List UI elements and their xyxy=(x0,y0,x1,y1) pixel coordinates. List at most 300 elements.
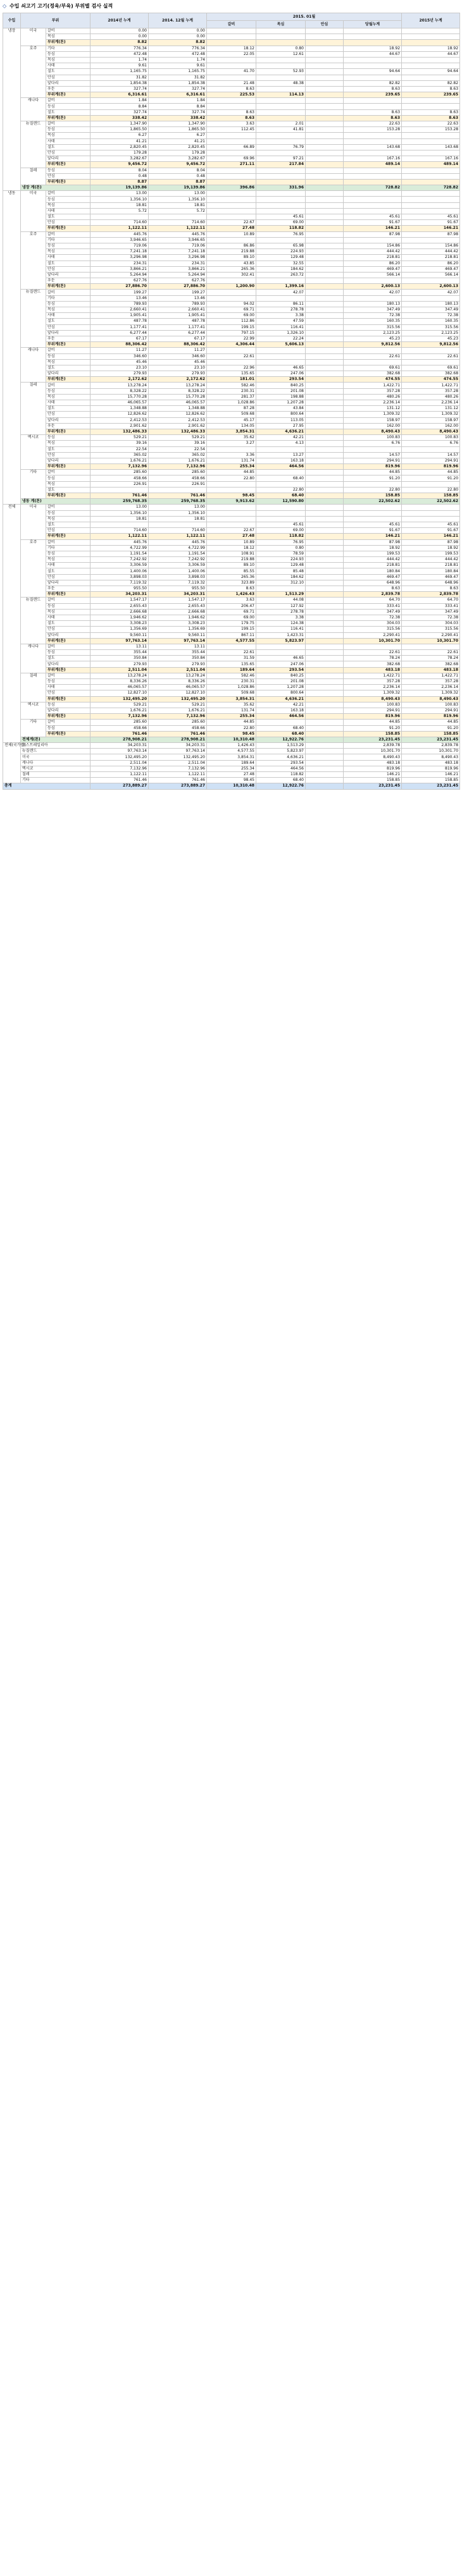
value-cell: 13.46 xyxy=(149,295,207,301)
value-cell xyxy=(306,783,344,789)
value-cell xyxy=(256,40,306,46)
value-cell: 819.96 xyxy=(344,766,402,771)
value-cell xyxy=(306,743,344,749)
value-cell: 0.80 xyxy=(256,46,306,51)
part-cell: 부위계(톤) xyxy=(46,731,91,737)
value-cell: 3,866.21 xyxy=(149,266,207,272)
value-cell: 22.05 xyxy=(207,51,256,57)
value-cell: 134.05 xyxy=(207,423,256,429)
value-cell: 2,412.53 xyxy=(149,417,207,423)
part-cell: 등심 xyxy=(46,435,91,441)
value-cell xyxy=(306,388,344,394)
value-cell: 8.63 xyxy=(207,109,256,115)
value-cell: 382.68 xyxy=(344,371,402,377)
value-cell: 23,231.45 xyxy=(344,737,402,742)
value-cell: 82.82 xyxy=(402,80,460,86)
value-cell: 278.78 xyxy=(256,609,306,615)
value-cell: 18.92 xyxy=(344,545,402,551)
value-cell: 23,231.45 xyxy=(402,737,460,742)
value-cell: 31.82 xyxy=(149,75,207,80)
part-cell: 부위계(톤) xyxy=(46,92,91,98)
value-cell: 12,922.76 xyxy=(256,783,306,789)
part-cell: 등심 xyxy=(46,104,91,109)
value-cell: 6.27 xyxy=(91,133,149,138)
value-cell xyxy=(402,197,460,202)
value-cell xyxy=(344,57,402,63)
value-cell xyxy=(402,133,460,138)
value-cell: 3,854.31 xyxy=(207,429,256,434)
value-cell: 273,889.27 xyxy=(91,783,149,789)
value-cell: 1,854.38 xyxy=(91,80,149,86)
value-cell: 6,277.44 xyxy=(91,330,149,336)
group-total-row xyxy=(3,185,460,191)
value-cell: 1,309.32 xyxy=(402,412,460,417)
value-cell: 68.40 xyxy=(256,475,306,481)
value-cell: 91.67 xyxy=(402,220,460,226)
value-cell: 8.63 xyxy=(207,86,256,92)
value-cell: 2,236.14 xyxy=(344,685,402,690)
value-cell: 68.40 xyxy=(256,493,306,499)
value-cell: 3,946.65 xyxy=(149,237,207,243)
value-cell: 293.54 xyxy=(256,377,306,383)
value-cell xyxy=(306,324,344,330)
value-cell: 279.93 xyxy=(149,371,207,377)
value-cell: 1,400.06 xyxy=(91,568,149,574)
value-cell: 365.02 xyxy=(149,452,207,458)
table-row xyxy=(3,133,460,138)
value-cell xyxy=(207,446,256,452)
value-cell xyxy=(207,150,256,156)
part-cell: 갈비 xyxy=(46,470,91,475)
value-cell: 3,282.67 xyxy=(91,156,149,162)
value-cell: 445.76 xyxy=(149,539,207,545)
value-cell xyxy=(306,406,344,412)
header-sub-month-total: 당월누계 xyxy=(344,21,402,28)
value-cell: 19,139.86 xyxy=(91,185,149,191)
value-cell xyxy=(344,278,402,284)
value-cell: 13.11 xyxy=(91,644,149,649)
value-cell: 97,763.14 xyxy=(91,638,149,644)
value-cell: 3,306.59 xyxy=(149,563,207,568)
value-cell: 294.91 xyxy=(344,458,402,463)
part-cell: 목심 xyxy=(46,516,91,522)
value-cell: 3.36 xyxy=(207,452,256,458)
value-cell xyxy=(402,278,460,284)
table-row xyxy=(3,679,460,685)
value-cell: 955.50 xyxy=(91,586,149,592)
value-cell xyxy=(256,168,306,173)
value-cell: 22.67 xyxy=(207,528,256,534)
value-cell xyxy=(256,348,306,353)
value-cell: 355.44 xyxy=(91,650,149,656)
value-cell: 201.08 xyxy=(256,679,306,685)
part-cell: 부위계(톤) xyxy=(46,534,91,539)
value-cell xyxy=(402,57,460,63)
table-row xyxy=(3,214,460,220)
part-cell: 안심 xyxy=(46,150,91,156)
value-cell: 89.10 xyxy=(207,563,256,568)
value-cell: 45.61 xyxy=(402,214,460,220)
table-row xyxy=(3,144,460,150)
part-cell: 목심 xyxy=(46,359,91,365)
part-cell: 부위계(톤) xyxy=(46,40,91,46)
value-cell xyxy=(306,377,344,383)
value-cell: 2,901.62 xyxy=(149,423,207,429)
table-row xyxy=(3,127,460,133)
value-cell xyxy=(344,34,402,40)
part-cell: 앞다리 xyxy=(46,272,91,278)
summary-row xyxy=(3,760,460,766)
value-cell: 22.61 xyxy=(402,353,460,359)
value-cell xyxy=(344,505,402,510)
part-cell: 부위계(톤) xyxy=(46,667,91,673)
value-cell: 184.62 xyxy=(256,266,306,272)
region-cell: 전체 xyxy=(3,505,21,743)
table-row xyxy=(3,80,460,86)
value-cell: 247.06 xyxy=(256,371,306,377)
value-cell xyxy=(402,138,460,144)
part-cell: 목심 xyxy=(46,307,91,313)
part-cell: 우둔 xyxy=(46,86,91,92)
value-cell: 41.21 xyxy=(149,138,207,144)
value-cell: 346.60 xyxy=(91,353,149,359)
value-cell: 7,241.18 xyxy=(149,249,207,255)
value-cell: 162.00 xyxy=(344,423,402,429)
value-cell: 840.25 xyxy=(256,673,306,678)
value-cell xyxy=(306,290,344,295)
value-cell: 357.28 xyxy=(344,679,402,685)
value-cell: 2,511.04 xyxy=(149,667,207,673)
value-cell: 357.28 xyxy=(402,388,460,394)
value-cell xyxy=(306,574,344,580)
value-cell: 27.95 xyxy=(256,423,306,429)
value-cell: 12,827.10 xyxy=(149,690,207,696)
value-cell: 2,123.25 xyxy=(344,330,402,336)
value-cell: 7,132.96 xyxy=(149,464,207,470)
value-cell: 163.18 xyxy=(256,458,306,463)
table-row xyxy=(3,150,460,156)
table-row xyxy=(3,324,460,330)
origin-cell: 캐나다 xyxy=(21,98,46,121)
part-cell: 목심 xyxy=(46,202,91,208)
value-cell: 2,511.04 xyxy=(91,667,149,673)
value-cell xyxy=(306,57,344,63)
value-cell: 15,770.28 xyxy=(149,394,207,400)
value-cell: 18.12 xyxy=(207,545,256,551)
value-cell xyxy=(306,429,344,434)
part-cell: 등심 xyxy=(46,650,91,656)
part-cell: 사태 xyxy=(46,255,91,261)
value-cell: 382.68 xyxy=(402,371,460,377)
part-cell: 기타 xyxy=(46,237,91,243)
value-cell: 4,577.55 xyxy=(207,749,256,754)
value-cell xyxy=(306,98,344,104)
value-cell: 483.18 xyxy=(402,760,460,766)
value-cell: 627.76 xyxy=(91,278,149,284)
value-cell: 226.91 xyxy=(91,481,149,487)
value-cell: 52.93 xyxy=(256,69,306,75)
origin-cell: 칠레 xyxy=(21,383,46,435)
table-row xyxy=(3,609,460,615)
subtotal-row xyxy=(3,429,460,434)
value-cell: 1,347.90 xyxy=(91,121,149,127)
part-cell: 갈비 xyxy=(46,121,91,127)
group-total-row xyxy=(3,499,460,505)
value-cell xyxy=(256,191,306,197)
part-cell: 부위계(톤) xyxy=(46,284,91,290)
value-cell xyxy=(306,592,344,598)
value-cell xyxy=(306,255,344,261)
value-cell xyxy=(256,115,306,121)
value-cell: 728.82 xyxy=(344,185,402,191)
value-cell: 355.44 xyxy=(149,650,207,656)
part-cell: 등심 xyxy=(46,475,91,481)
value-cell xyxy=(402,505,460,510)
value-cell: 158.85 xyxy=(344,493,402,499)
value-cell: 45.61 xyxy=(344,214,402,220)
value-cell: 199.27 xyxy=(149,290,207,295)
value-cell: 3,308.23 xyxy=(91,621,149,627)
summary-label: 전체(국가별) xyxy=(3,743,21,783)
table-row xyxy=(3,394,460,400)
value-cell: 2,839.78 xyxy=(344,743,402,749)
value-cell: 68.40 xyxy=(256,725,306,731)
value-cell xyxy=(207,516,256,522)
table-row xyxy=(3,220,460,226)
value-cell xyxy=(306,40,344,46)
value-cell: 184.62 xyxy=(256,574,306,580)
value-cell xyxy=(306,46,344,51)
value-cell: 5.72 xyxy=(149,208,207,214)
part-cell: 안심 xyxy=(46,324,91,330)
value-cell: 85.55 xyxy=(207,568,256,574)
part-cell: 설도 xyxy=(46,319,91,324)
value-cell: 2,600.13 xyxy=(402,284,460,290)
part-cell: 사태 xyxy=(46,563,91,568)
origin-cell: 뉴질랜드 xyxy=(21,290,46,348)
part-cell: 갈비 xyxy=(46,28,91,34)
value-cell: 180.13 xyxy=(402,301,460,307)
value-cell: 347.49 xyxy=(344,307,402,313)
origin-cell: 캐나다 xyxy=(21,348,46,383)
value-cell: 819.96 xyxy=(402,464,460,470)
value-cell: 1,676.21 xyxy=(91,708,149,713)
value-cell: 97.21 xyxy=(256,156,306,162)
table-row xyxy=(3,121,460,127)
value-cell: 131.12 xyxy=(344,406,402,412)
table-row xyxy=(3,261,460,266)
part-cell: 앞다리 xyxy=(46,458,91,463)
value-cell xyxy=(256,28,306,34)
value-cell xyxy=(306,627,344,632)
value-cell: 1,356.10 xyxy=(91,510,149,516)
value-cell: 10,301.70 xyxy=(402,638,460,644)
value-cell: 2,172.62 xyxy=(149,377,207,383)
value-cell: 1,191.54 xyxy=(91,551,149,556)
table-row xyxy=(3,249,460,255)
value-cell: 224.93 xyxy=(256,249,306,255)
value-cell xyxy=(344,168,402,173)
value-cell: 819.96 xyxy=(402,766,460,771)
value-cell: 153.28 xyxy=(344,127,402,133)
part-cell: 안심 xyxy=(46,75,91,80)
table-row xyxy=(3,458,460,463)
value-cell: 97,763.14 xyxy=(149,638,207,644)
value-cell: 8.63 xyxy=(402,115,460,121)
value-cell: 181.01 xyxy=(207,377,256,383)
subtotal-row xyxy=(3,638,460,644)
value-cell: 1,177.41 xyxy=(91,324,149,330)
value-cell xyxy=(207,40,256,46)
country-cell: 멕시코 xyxy=(21,766,91,771)
value-cell: 1,347.90 xyxy=(149,121,207,127)
value-cell: 13.00 xyxy=(91,505,149,510)
value-cell: 1,422.71 xyxy=(344,383,402,388)
value-cell: 327.74 xyxy=(149,109,207,115)
summary-row xyxy=(3,778,460,783)
value-cell: 840.25 xyxy=(256,383,306,388)
value-cell: 87.98 xyxy=(344,539,402,545)
value-cell xyxy=(207,197,256,202)
part-cell: 안심 xyxy=(46,528,91,534)
value-cell: 2,236.14 xyxy=(344,400,402,406)
value-cell: 1,200.90 xyxy=(207,284,256,290)
table-row xyxy=(3,475,460,481)
table-row xyxy=(3,656,460,661)
value-cell: 2,511.04 xyxy=(149,760,207,766)
value-cell: 226.91 xyxy=(149,481,207,487)
value-cell xyxy=(207,98,256,104)
value-cell xyxy=(306,545,344,551)
value-cell xyxy=(306,661,344,667)
part-cell: 갈비 xyxy=(46,644,91,649)
subtotal-row xyxy=(3,115,460,121)
value-cell: 94.64 xyxy=(402,69,460,75)
value-cell: 3,854.31 xyxy=(207,754,256,760)
table-row xyxy=(3,673,460,678)
value-cell xyxy=(306,336,344,341)
value-cell xyxy=(306,220,344,226)
value-cell: 445.76 xyxy=(149,231,207,237)
value-cell: 86.20 xyxy=(402,261,460,266)
part-cell: 우둔 xyxy=(46,278,91,284)
page-title-text: 수입 쇠고기 고기(정육/부육) 부위별 검사 실적 xyxy=(9,3,113,9)
value-cell: 4,577.55 xyxy=(207,638,256,644)
value-cell xyxy=(207,522,256,527)
value-cell xyxy=(306,778,344,783)
value-cell: 218.81 xyxy=(344,563,402,568)
value-cell: 100.83 xyxy=(344,702,402,708)
value-cell: 2,123.25 xyxy=(402,330,460,336)
value-cell: 1,676.21 xyxy=(149,708,207,713)
summary-row xyxy=(3,754,460,760)
value-cell: 728.82 xyxy=(402,185,460,191)
value-cell: 45.61 xyxy=(256,522,306,527)
value-cell: 8,490.43 xyxy=(344,696,402,702)
value-cell: 2,236.14 xyxy=(402,685,460,690)
value-cell: 42.07 xyxy=(256,290,306,295)
value-cell xyxy=(306,197,344,202)
value-cell: 255.34 xyxy=(207,766,256,771)
value-cell xyxy=(306,510,344,516)
table-row xyxy=(3,412,460,417)
value-cell xyxy=(306,685,344,690)
part-cell: 사태 xyxy=(46,615,91,620)
value-cell: 22.54 xyxy=(91,446,149,452)
table-row xyxy=(3,383,460,388)
value-cell xyxy=(256,57,306,63)
value-cell: 281.37 xyxy=(207,394,256,400)
subtotal-row xyxy=(3,377,460,383)
value-cell xyxy=(402,208,460,214)
value-cell xyxy=(306,115,344,121)
value-cell xyxy=(306,598,344,603)
part-cell: 등심 xyxy=(46,353,91,359)
value-cell: 1,422.71 xyxy=(402,673,460,678)
part-cell: 부위계(톤) xyxy=(46,638,91,644)
value-cell xyxy=(207,168,256,173)
value-cell: 1,422.71 xyxy=(344,673,402,678)
value-cell: 35.62 xyxy=(207,435,256,441)
value-cell: 487.78 xyxy=(149,319,207,324)
value-cell: 458.66 xyxy=(149,725,207,731)
value-cell: 41.21 xyxy=(91,138,149,144)
value-cell xyxy=(306,731,344,737)
value-cell xyxy=(306,754,344,760)
value-cell xyxy=(256,481,306,487)
value-cell: 22.54 xyxy=(149,446,207,452)
value-cell: 91.20 xyxy=(402,725,460,731)
table-row xyxy=(3,557,460,563)
value-cell: 217.84 xyxy=(256,162,306,168)
value-cell: 1,122.11 xyxy=(149,534,207,539)
value-cell: 12,590.80 xyxy=(256,499,306,505)
value-cell: 2,839.78 xyxy=(344,592,402,598)
value-cell xyxy=(344,173,402,179)
value-cell: 64.70 xyxy=(402,598,460,603)
value-cell: 0.48 xyxy=(149,173,207,179)
value-cell xyxy=(402,202,460,208)
value-cell: 22,502.62 xyxy=(402,499,460,505)
value-cell xyxy=(306,638,344,644)
value-cell xyxy=(306,458,344,463)
table-row xyxy=(3,57,460,63)
part-cell: 설도 xyxy=(46,69,91,75)
value-cell xyxy=(207,487,256,493)
value-cell: 7,242.92 xyxy=(149,557,207,563)
table-row xyxy=(3,266,460,272)
part-cell: 목심 xyxy=(46,557,91,563)
value-cell xyxy=(306,632,344,638)
part-cell: 설도 xyxy=(46,144,91,150)
value-cell: 27,886.70 xyxy=(91,284,149,290)
value-cell xyxy=(207,133,256,138)
table-row xyxy=(3,516,460,522)
value-cell xyxy=(344,28,402,34)
value-cell: 34,203.31 xyxy=(91,592,149,598)
value-cell xyxy=(306,75,344,80)
value-cell: 1,946.62 xyxy=(91,615,149,620)
value-cell: 365.02 xyxy=(91,452,149,458)
value-cell: 714.60 xyxy=(149,528,207,534)
value-cell xyxy=(207,75,256,80)
value-cell: 158.85 xyxy=(402,778,460,783)
value-cell: 0.00 xyxy=(91,28,149,34)
value-cell: 153.28 xyxy=(402,127,460,133)
value-cell xyxy=(344,295,402,301)
value-cell xyxy=(306,231,344,237)
value-cell xyxy=(207,348,256,353)
